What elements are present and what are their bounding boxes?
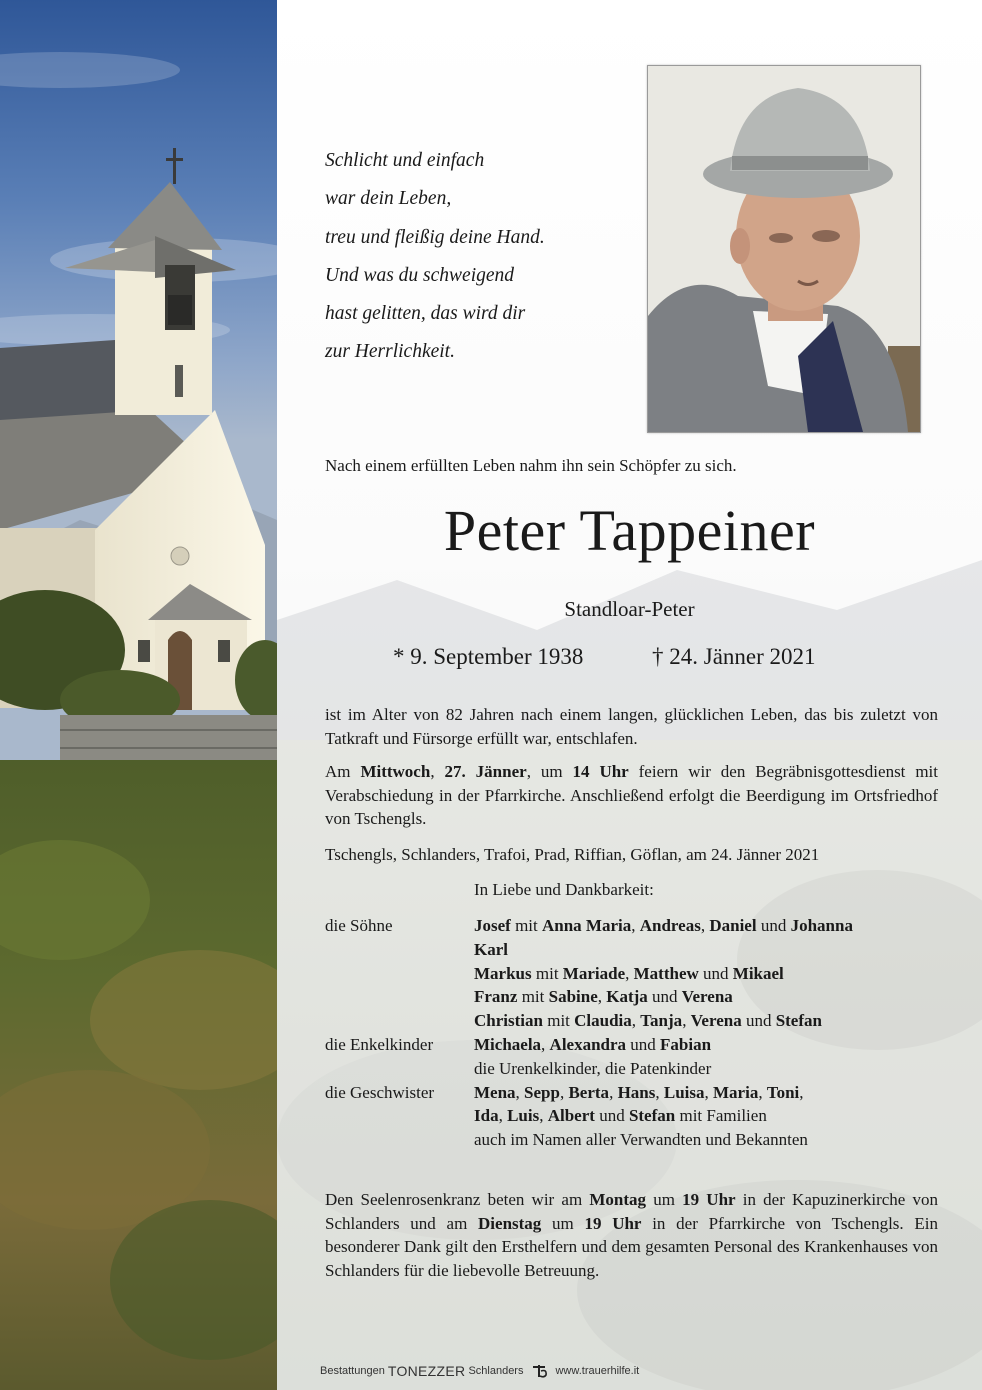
emphasis-text: Daniel: [709, 916, 757, 935]
text-run: feiern wir den Begräbnisgottesdienst mit Verabschiedung in der Pfarrkirche. Anschließend erfolgt die Beerdigung im Ortsfriedhof von Tschengls.: [325, 762, 939, 828]
emphasis-text: Luisa: [663, 1083, 705, 1102]
emphasis-text: Mikael: [732, 964, 784, 983]
emphasis-text: Sabine: [548, 987, 598, 1006]
family-names-line: [474, 1083, 804, 1103]
intro-text: Nach einem erfüllten Leben nahm ihn sein Schöpfer zu sich.: [325, 456, 737, 475]
emphasis-text: Katja: [606, 987, 648, 1006]
emphasis-text: Claudia: [574, 1011, 632, 1030]
text-run: ,: [682, 1011, 691, 1030]
text-run: und: [756, 916, 791, 935]
text-run: ,: [515, 1083, 525, 1102]
emphasis-text: 14 Uhr: [572, 762, 629, 781]
death-date: † 24. Jänner 2021: [652, 644, 816, 669]
text-run: ,: [430, 762, 445, 781]
footer-prefix: Bestattungen: [320, 1365, 385, 1377]
text-run: mit: [531, 964, 563, 983]
emphasis-text: Michaela: [474, 1035, 542, 1054]
text-run: um: [646, 1190, 683, 1209]
text-run: ,: [559, 1083, 569, 1102]
emphasis-text: Tanja: [640, 1011, 683, 1030]
family-names-line: [474, 940, 508, 960]
text-run: ,: [700, 916, 710, 935]
emphasis-text: Franz: [474, 987, 518, 1006]
text-run: mit: [542, 1011, 575, 1030]
emphasis-text: Josef: [474, 916, 511, 935]
thanks-line: In Liebe und Dankbarkeit:: [474, 880, 654, 899]
emphasis-text: Karl: [474, 940, 508, 959]
emphasis-text: Mena: [474, 1083, 516, 1102]
emphasis-text: Berta: [568, 1083, 610, 1102]
emphasis-text: Mariade: [562, 964, 626, 983]
text-run: und: [594, 1106, 629, 1125]
places-and-date: Tschengls, Schlanders, Trafoi, Prad, Riffian, Göflan, am 24. Jänner 2021: [325, 845, 820, 864]
poem-line: hast gelitten, das wird dir: [325, 303, 526, 325]
text-run: ,: [758, 1083, 767, 1102]
text-run: und: [647, 987, 682, 1006]
paragraph-rosary: [325, 1188, 938, 1282]
text-run: ,: [539, 1106, 548, 1125]
text-run: mit: [517, 987, 549, 1006]
emphasis-text: Andreas: [639, 916, 701, 935]
footer-website: www.trauerhilfe.it: [555, 1365, 640, 1377]
text-run: die Urenkelkinder, die Patenkinder: [474, 1059, 712, 1078]
emphasis-text: 19 Uhr: [682, 1190, 736, 1209]
emphasis-text: Matthew: [633, 964, 699, 983]
emphasis-text: Verena: [690, 1011, 742, 1030]
emphasis-text: Sepp: [524, 1083, 560, 1102]
poem-line: Schlicht und einfach: [325, 150, 485, 171]
family-names-line: [474, 987, 733, 1007]
emphasis-text: Stefan: [775, 1011, 822, 1030]
text-run: ,: [541, 1035, 550, 1054]
emphasis-text: Mittwoch: [360, 762, 431, 781]
paragraph-funeral: [325, 760, 938, 831]
text-run: in der Kapuzinerkirche von Schlanders und am: [325, 1190, 939, 1233]
emphasis-text: Stefan: [628, 1106, 676, 1125]
emphasis-text: 27. Jänner: [444, 762, 527, 781]
family-relation-label: die Geschwister: [325, 1083, 435, 1102]
poem-line: war dein Leben,: [325, 188, 452, 210]
family-names-line: [474, 1011, 822, 1031]
emphasis-text: Albert: [547, 1106, 595, 1125]
poem-line: treu und fleißig deine Hand.: [325, 226, 545, 248]
family-names-line: [474, 1035, 711, 1055]
footer-company: TONEZZER: [387, 1363, 466, 1379]
poem-line: zur Herrlichkeit.: [325, 341, 455, 363]
emphasis-text: Markus: [474, 964, 532, 983]
family-names-line: [474, 1106, 767, 1126]
text-run: mit Familien: [675, 1106, 767, 1125]
poem-line: Und was du schweigend: [325, 264, 515, 286]
deceased-name: Peter Tappeiner: [443, 498, 816, 563]
emphasis-text: Verena: [681, 987, 733, 1006]
emphasis-text: Ida: [474, 1106, 499, 1125]
text-run: ,: [597, 987, 607, 1006]
text-run: und: [698, 964, 733, 983]
text-run: ,: [704, 1083, 713, 1102]
birth-date: * 9. September 1938: [393, 644, 584, 669]
church-photo: [0, 0, 277, 1390]
text-run: ,: [631, 916, 640, 935]
text-run: ist im Alter von 82 Jahren nach einem langen, glücklichen Leben, das bis zuletzt von Tatkraft und Fürsorge erfüllt war, entschlafen.: [325, 705, 938, 748]
emphasis-text: Montag: [589, 1190, 647, 1209]
family-names-line: [474, 1059, 711, 1079]
footer: [320, 1363, 639, 1379]
emphasis-text: Hans: [617, 1083, 656, 1102]
text-run: ,: [609, 1083, 618, 1102]
tonezzer-logo-icon: [531, 1363, 549, 1379]
text-run: ,: [498, 1106, 508, 1125]
text-run: ,: [799, 1083, 804, 1102]
emphasis-text: Luis: [507, 1106, 540, 1125]
emphasis-text: Fabian: [660, 1035, 712, 1054]
text-run: ,: [631, 1011, 641, 1030]
text-run: Den Seelenrosenkranz beten wir am: [325, 1190, 590, 1209]
emphasis-text: Maria: [713, 1083, 759, 1102]
emphasis-text: Toni: [766, 1083, 800, 1102]
paragraph-passing: [325, 703, 938, 750]
family-names-line: [474, 1130, 808, 1150]
emphasis-text: Dienstag: [478, 1213, 542, 1233]
emphasis-text: Christian: [474, 1011, 543, 1030]
text-run: , um: [526, 762, 573, 781]
family-names-line: [474, 964, 784, 984]
text-run: Am: [325, 762, 361, 781]
text-run: auch im Namen aller Verwandten und Bekannten: [474, 1130, 808, 1149]
family-names-line: [474, 916, 853, 936]
footer-town: Schlanders: [468, 1365, 524, 1377]
portrait-photo: [647, 65, 921, 433]
poem: [325, 142, 635, 372]
text-run: ,: [655, 1083, 664, 1102]
text-run: und: [741, 1011, 776, 1030]
emphasis-text: Alexandra: [549, 1035, 627, 1054]
text-run: ,: [625, 964, 634, 983]
family-relation-label: die Enkelkinder: [325, 1035, 434, 1054]
text-run: in der Pfarrkirche von Tschengls. Ein besonderer Dank gilt den Ersthelfern und dem gesamten Personal des Krankenhauses von Schlanders für die liebevolle Betreuung.: [325, 1213, 938, 1280]
text-run: um: [541, 1213, 585, 1233]
emphasis-text: 19 Uhr: [584, 1213, 642, 1233]
emphasis-text: Johanna: [790, 916, 853, 935]
emphasis-text: Anna Maria: [542, 916, 632, 935]
text-run: mit: [510, 916, 542, 935]
text-run: und: [626, 1035, 661, 1054]
nickname: Standloar-Peter: [564, 597, 695, 621]
family-relation-label: die Söhne: [325, 916, 393, 935]
